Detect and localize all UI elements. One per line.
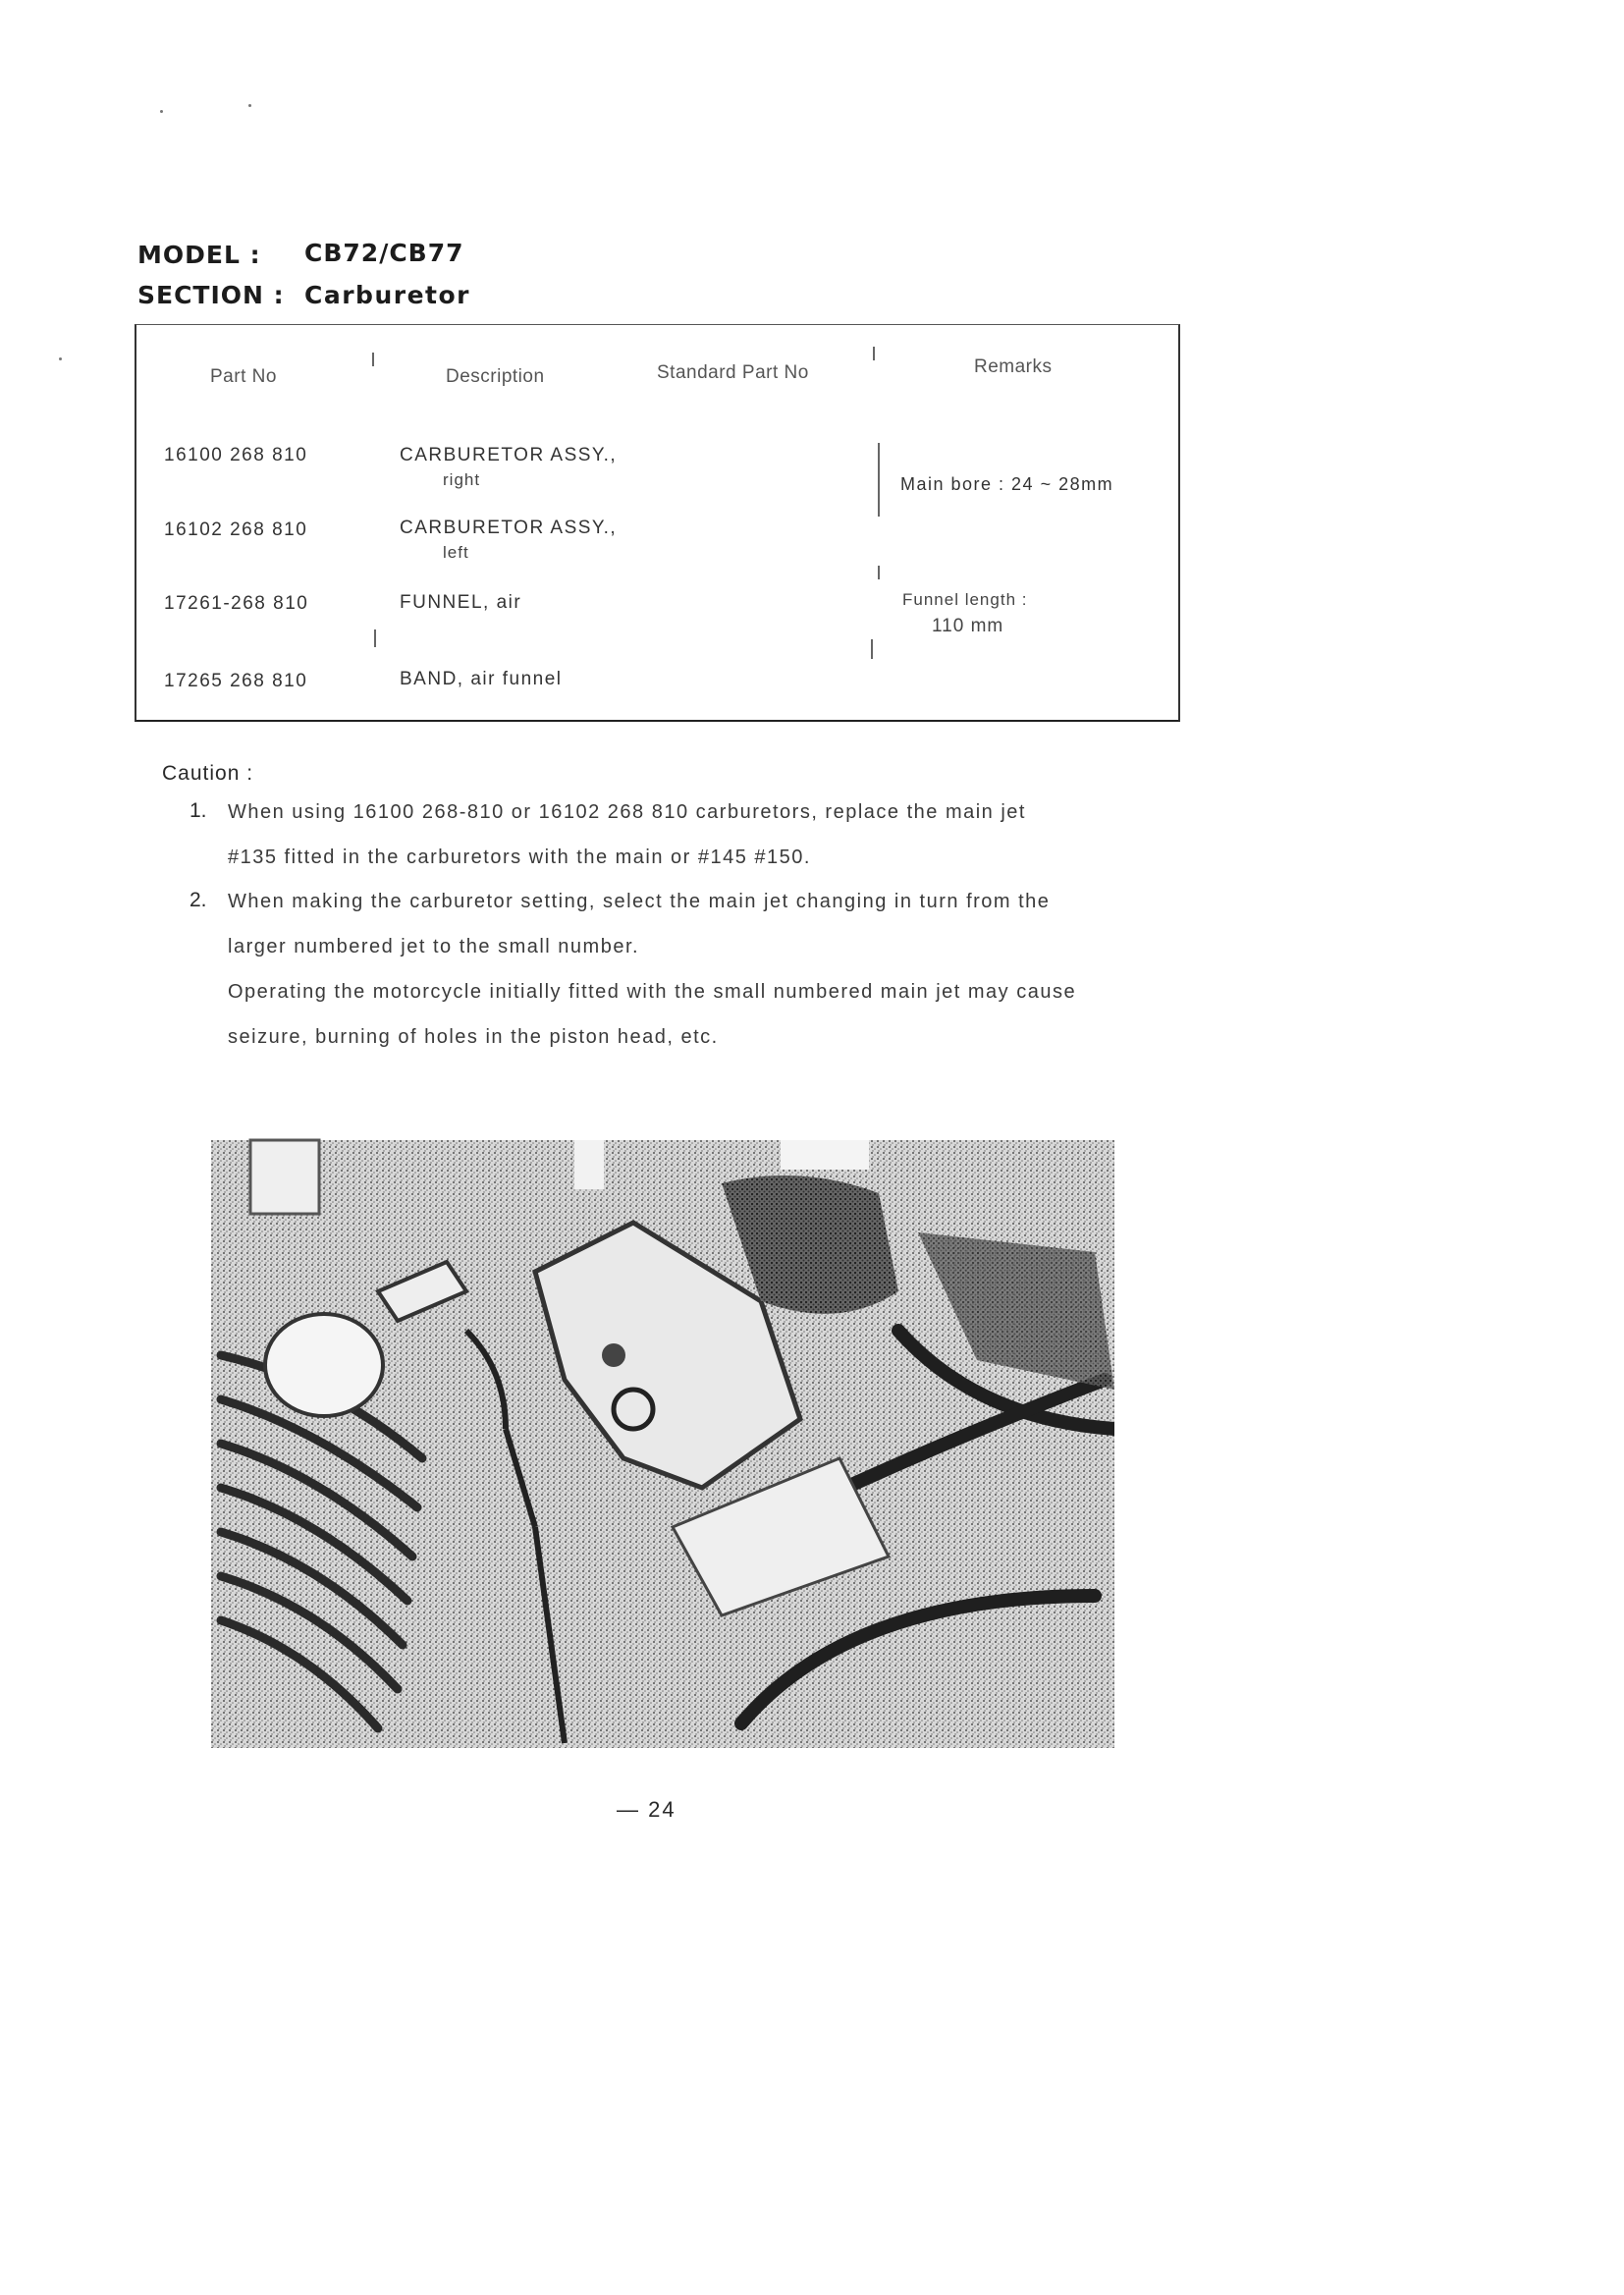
remark-funnel-value: 110 mm: [932, 616, 1004, 636]
caution-line: When using 16100 268-810 or 16102 268 810 carburetors, replace the main jet: [228, 801, 1026, 823]
header-part-no: Part No: [210, 366, 277, 387]
page-number: — 24: [617, 1797, 677, 1822]
remark-funnel-length: Funnel length :: [902, 590, 1028, 609]
header-standard-part-no: Standard Part No: [657, 362, 809, 383]
table-row-part-no: 16100 268 810: [164, 445, 308, 465]
table-row-description-sub: left: [443, 543, 469, 562]
caution-line: Operating the motorcycle initially fitted with the small numbered main jet may cause: [228, 981, 1077, 1003]
header-remarks: Remarks: [974, 356, 1053, 377]
carburetor-photo: [211, 1134, 1114, 1748]
header-description: Description: [446, 366, 545, 387]
caution-item: [228, 879, 1161, 1060]
section-label: SECTION :: [137, 281, 285, 309]
table-row-description: FUNNEL, air: [400, 592, 522, 613]
caution-item: [228, 790, 1161, 880]
caution-item-number: 1.: [189, 799, 207, 822]
model-label: MODEL :: [137, 241, 261, 269]
table-row-part-no: 16102 268 810: [164, 519, 308, 540]
table-row-part-no: 17265 268 810: [164, 671, 308, 691]
caution-item-number: 2.: [189, 889, 207, 911]
table-row-description-sub: right: [443, 470, 481, 489]
caution-line: larger numbered jet to the small number.: [228, 936, 640, 957]
caution-title: Caution :: [162, 762, 254, 785]
model-value: CB72/CB77: [304, 239, 464, 267]
caution-line: #135 fitted in the carburetors with the main or #145 #150.: [228, 847, 811, 868]
section-value: Carburetor: [304, 281, 470, 309]
caution-line: seizure, burning of holes in the piston head, etc.: [228, 1026, 719, 1048]
caution-line: When making the carburetor setting, select the main jet changing in turn from the: [228, 891, 1051, 912]
table-row-part-no: 17261-268 810: [164, 593, 309, 614]
remark-main-bore: Main bore : 24 ~ 28mm: [900, 474, 1114, 494]
parts-table: [135, 324, 1180, 722]
table-row-description: CARBURETOR ASSY.,: [400, 518, 618, 538]
table-row-description: CARBURETOR ASSY.,: [400, 445, 618, 465]
table-row-description: BAND, air funnel: [400, 669, 563, 689]
